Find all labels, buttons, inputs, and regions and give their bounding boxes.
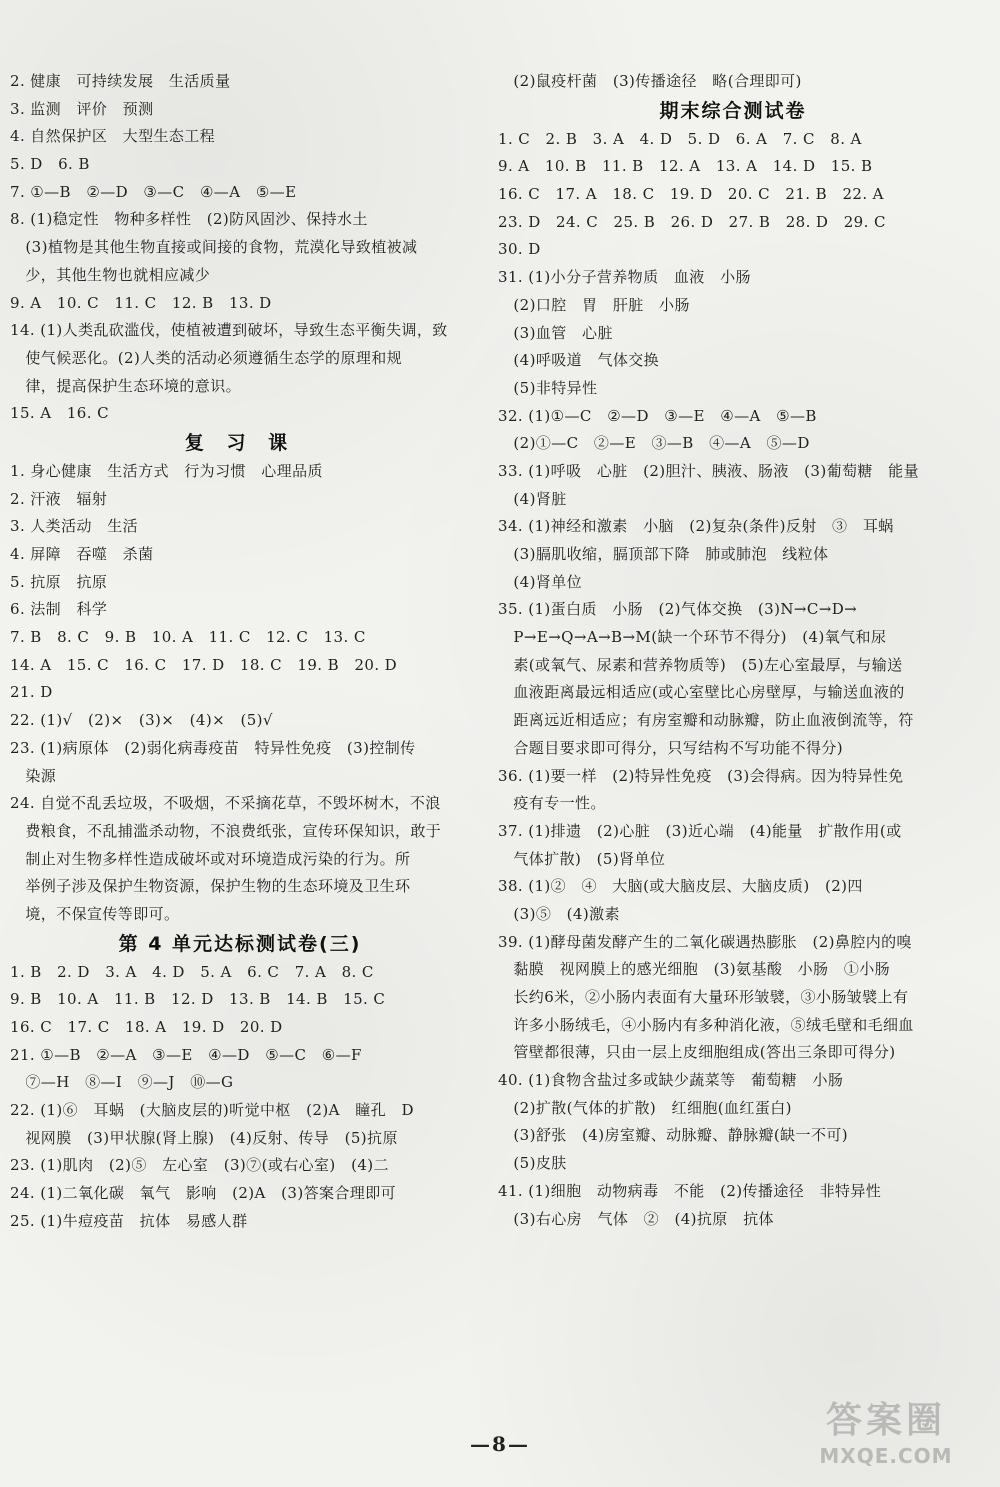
answer-line: 长约6米，②小肠内表面有大量环形皱襞，③小肠皱襞上有 (498, 988, 909, 1006)
answer-line: 31. (1)小分子营养物质 血液 小肠 (498, 268, 751, 287)
answer-line: (2)①—C ②—E ③—B ④—A ⑤—D (498, 434, 810, 453)
answer-line: 23. D 24. C 25. B 26. D 27. B 28. D 29. C (498, 212, 886, 231)
answer-line: 39. (1)酵母菌发酵产生的二氧化碳遇热膨胀 (2)鼻腔内的嗅 (498, 932, 912, 951)
answer-line: 9. A 10. C 11. C 12. B 13. D (10, 293, 272, 312)
answer-line: (4)肾单位 (498, 572, 583, 591)
answer-line: 21. ①—B ②—A ③—E ④—D ⑤—C ⑥—F (10, 1045, 362, 1064)
left-column (10, 68, 470, 1236)
answer-line: 30. D (498, 240, 541, 259)
answer-line: 染源 (10, 766, 57, 785)
answer-line: 费粮食，不乱捕滥杀动物，不浪费纸张，宣传环保知识，敢于 (10, 821, 442, 840)
answer-line: 16. C 17. A 18. C 19. D 20. C 21. B 22. A (498, 185, 884, 204)
answer-line: 1. C 2. B 3. A 4. D 5. D 6. A 7. C 8. A (498, 129, 862, 148)
answer-line: 合题目要求即可得分，只写结构不写功能不得分) (498, 738, 844, 757)
answer-line: 律，提高保护生态环境的意识。 (10, 376, 242, 395)
answer-line: 22. (1)⑥ 耳蜗 (大脑皮层的)听觉中枢 (2)A 瞳孔 D (10, 1101, 414, 1120)
watermark-logo (786, 1399, 986, 1479)
answer-line: (2)鼠疫杆菌 (3)传播途径 略(合理即可) (498, 72, 802, 90)
answer-line: 37. (1)排遗 (2)心脏 (3)近心端 (4)能量 扩散作用(或 (498, 821, 902, 840)
answer-line: 24. (1)二氧化碳 氧气 影响 (2)A (3)答案合理即可 (10, 1184, 396, 1203)
answer-line: (4)呼吸道 气体交换 (498, 351, 660, 370)
watermark-text: 答案圈 (825, 1400, 946, 1441)
answer-line: 22. (1)√ (2)× (3)× (4)× (5)√ (10, 711, 273, 730)
answer-line: 3. 监测 评价 预测 (10, 99, 154, 118)
answer-line: 34. (1)神经和激素 小脑 (2)复杂(条件)反射 ③ 耳蜗 (498, 517, 894, 536)
answer-line: 1. 身心健康 生活方式 行为习惯 心理品质 (10, 461, 323, 480)
answer-line: (2)扩散(气体的扩散) 红细胞(血红蛋白) (498, 1098, 792, 1117)
answer-line: 视网膜 (3)甲状腺(肾上腺) (4)反射、传导 (5)抗原 (10, 1128, 398, 1147)
answer-line: 管壁都很薄，只由一层上皮细胞组成(答出三条即可得分) (498, 1043, 896, 1062)
answer-line: 7. ①—B ②—D ③—C ④—A ⑤—E (10, 182, 297, 201)
answer-line: 21. D (10, 683, 53, 702)
answer-line: 许多小肠绒毛，④小肠内有多种消化液，⑤绒毛壁和毛细血 (498, 1015, 914, 1034)
answer-line: 35. (1)蛋白质 小肠 (2)气体交换 (3)N→C→D→ (498, 600, 858, 619)
answer-line: (3)膈肌收缩，膈顶部下降 肺或肺泡 线粒体 (498, 545, 829, 563)
answer-line: 41. (1)细胞 动物病毒 不能 (2)传播途径 非特异性 (498, 1181, 882, 1200)
answer-line: 23. (1)肌肉 (2)⑤ 左心室 (3)⑦(或右心室) (4)二 (10, 1156, 389, 1175)
answer-line: 黏膜 视网膜上的感光细胞 (3)氨基酸 小肠 ①小肠 (498, 960, 891, 979)
answer-line: 4. 自然保护区 大型生态工程 (10, 127, 216, 146)
answer-line: 7. B 8. C 9. B 10. A 11. C 12. C 13. C (10, 628, 366, 647)
answer-line: 38. (1)② ④ 大脑(或大脑皮层、大脑皮质) (2)四 (498, 877, 863, 896)
answer-line: 5. D 6. B (10, 155, 90, 174)
section-title: 复 习 课 (184, 431, 296, 454)
answer-line: 16. C 17. C 18. A 19. D 20. D (10, 1018, 283, 1036)
answer-line: 5. 抗原 抗原 (10, 572, 108, 591)
answer-line: 举例子涉及保护生物资源，保护生物的生态环境及卫生环 (10, 877, 411, 896)
answer-line: 24. 自觉不乱丢垃圾，不吸烟，不采摘花草，不毁坏树木，不浪 (10, 794, 441, 813)
answer-line: 3. 人类活动 生活 (10, 517, 139, 536)
answer-line: 9. A 10. B 11. B 12. A 13. A 14. D 15. B (498, 157, 873, 176)
answer-line: (5)非特异性 (498, 378, 598, 397)
answer-line: ⑦—H ⑧—I ⑨—J ⑩—G (10, 1073, 234, 1092)
answer-line: 33. (1)呼吸 心脏 (2)胆汁、胰液、肠液 (3)葡萄糖 能量 (498, 461, 919, 480)
answer-line: 32. (1)①—C ②—D ③—E ④—A ⑤—B (498, 406, 817, 425)
section-title: 期末综合测试卷 (659, 99, 807, 122)
answer-line: 境，不保宣传等即可。 (10, 904, 180, 923)
right-column (498, 68, 968, 1233)
answer-line: (3)右心房 气体 ② (4)抗原 抗体 (498, 1209, 774, 1228)
answer-line: 25. (1)牛痘疫苗 抗体 易感人群 (10, 1211, 248, 1230)
section-title: 第 4 单元达标测试卷(三) (118, 932, 362, 955)
answer-line: 使气候恶化。(2)人类的活动必须遵循生态学的原理和规 (10, 348, 403, 367)
answer-line: 15. A 16. C (10, 404, 109, 423)
answer-line: 1. B 2. D 3. A 4. D 5. A 6. C 7. A 8. C (10, 962, 374, 981)
answer-line: 40. (1)食物含盐过多或缺少蔬菜等 葡萄糖 小肠 (498, 1071, 844, 1090)
answer-line: 8. (1)稳定性 物种多样性 (2)防风固沙、保持水土 (10, 210, 368, 229)
answer-line: 9. B 10. A 11. B 12. D 13. B 14. B 15. C (10, 990, 386, 1009)
page-number: —8— (470, 1432, 530, 1456)
answer-line: 少，其他生物也就相应减少 (10, 265, 211, 284)
answer-line: 制止对生物多样性造成破坏或对环境造成污染的行为。所 (10, 849, 411, 868)
answer-line: P→E→Q→A→B→M(缺一个环节不得分) (4)氧气和尿 (498, 628, 887, 647)
answer-line: (5)皮肤 (498, 1154, 567, 1173)
answer-line: 23. (1)病原体 (2)弱化病毒疫苗 特异性免疫 (3)控制传 (10, 738, 416, 757)
answer-line: 气体扩散) (5)肾单位 (498, 849, 666, 868)
answer-line: 疫有专一性。 (498, 794, 606, 813)
answer-line: 4. 屏障 吞噬 杀菌 (10, 545, 154, 563)
answer-line: (3)植物是其他生物直接或间接的食物，荒漠化导致植被减 (10, 238, 418, 257)
answer-line: 14. A 15. C 16. C 17. D 18. C 19. B 20. D (10, 655, 398, 674)
watermark-url: MXQE.COM (819, 1444, 953, 1468)
answer-line: (3)血管 心脏 (498, 323, 613, 342)
answer-line: 血液距离最远相适应(或心室壁比心房壁厚，与输送血液的 (498, 683, 905, 702)
answer-line: (3)⑤ (4)激素 (498, 904, 620, 923)
answer-line: 2. 汗液 辐射 (10, 489, 108, 508)
answer-line: 14. (1)人类乱砍滥伐，使植被遭到破坏，导致生态平衡失调，致 (10, 321, 448, 340)
answer-line: 距离远近相适应；有房室瓣和动脉瓣，防止血液倒流等，符 (498, 711, 914, 730)
answer-line: 素(或氧气、尿素和营养物质等) (5)左心室最厚，与输送 (498, 655, 903, 674)
answer-line: 36. (1)要一样 (2)特异性免疫 (3)会得病。因为特异性免 (498, 766, 904, 785)
answer-line: (4)肾脏 (498, 489, 567, 508)
answer-line: 6. 法制 科学 (10, 600, 108, 619)
answer-line: (2)口腔 胃 肝脏 小肠 (498, 295, 690, 314)
answer-line: 2. 健康 可持续发展 生活质量 (10, 72, 231, 90)
answer-line: (3)舒张 (4)房室瓣、动脉瓣、静脉瓣(缺一不可) (498, 1126, 849, 1145)
